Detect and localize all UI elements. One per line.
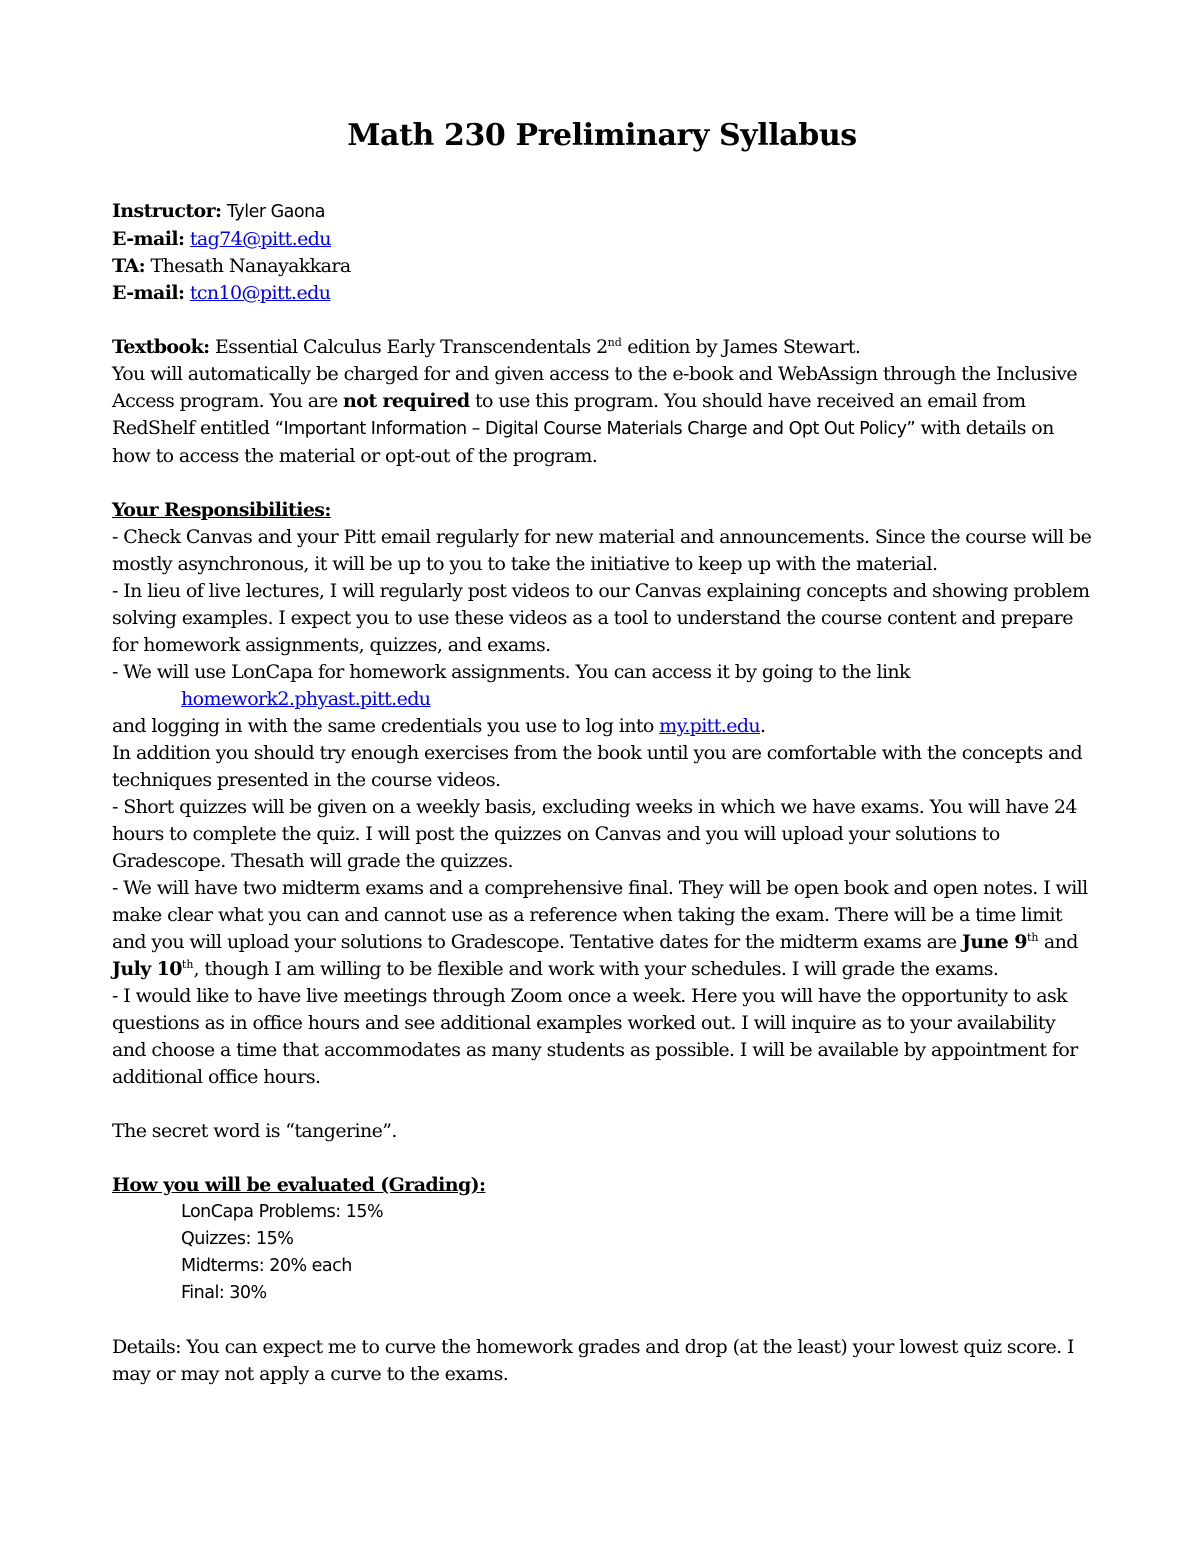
secret-word-line: The secret word is “tangerine”.: [112, 1120, 397, 1142]
grading-heading: [112, 1172, 1092, 1199]
ta-name: Thesath Nanayakkara: [150, 255, 351, 277]
textbook-edition-sup: nd: [607, 336, 622, 349]
grading-details: Details: You can expect me to curve the homework grades and drop (at the least) your lowest quiz score. I may or may not apply a curve to the exams.: [112, 1336, 1074, 1385]
grading-heading-text: How you will be evaluated (Grading):: [112, 1174, 486, 1196]
responsibility-item: - I would like to have live meetings through Zoom once a week. Here you will have the opportunity to ask questions as in office hours and see additional examples worked out. I will inquire as to your availability and choose a time that accommodates as many students as possible. I will be available by appointment for additional office hours.: [112, 985, 1078, 1088]
exam-date-1-sup: th: [1026, 931, 1039, 944]
exam-text: - We will have two midterm exams and a comprehensive final. They will be open book and open notes. I will make clear what you can and cannot use as a reference when taking the exam. There will be a time limit and you will upload your solutions to Gradescope. Tentative dates for the midterm exams are: [112, 877, 1088, 953]
login-period: .: [760, 715, 766, 737]
responsibilities-section: [112, 497, 1092, 1091]
textbook-title: Essential Calculus Early Transcendentals 2: [215, 336, 608, 358]
exam-text-end: , though I am willing to be flexible and work with your schedules. I will grade the exams.: [193, 958, 999, 980]
instructor-email-line: [112, 226, 1092, 253]
grading-item: Midterms: 20% each: [181, 1256, 352, 1276]
exam-and: and: [1038, 931, 1078, 953]
responsibility-item: In addition you should try enough exercises from the book until you are comfortable with the concepts and techniques presented in the course videos.: [112, 742, 1083, 791]
responsibility-item: - Short quizzes will be given on a weekly basis, excluding weeks in which we have exams. You will have 24 hours to complete the quiz. I will post the quizzes on Canvas and you will upload your solutions to Gradescope. Thesath will grade the quizzes.: [112, 796, 1077, 872]
grading-item: Final: 30%: [181, 1283, 267, 1303]
responsibilities-heading: [112, 497, 1092, 524]
login-line: [112, 713, 1092, 740]
instructor-label: Instructor:: [112, 200, 222, 222]
textbook-section: [112, 334, 1092, 470]
ta-label: TA:: [112, 255, 146, 277]
instructor-line: [112, 198, 1092, 226]
textbook-line: [112, 334, 1092, 361]
page-title: Math 230 Preliminary Syllabus: [347, 118, 857, 153]
ta-email-link[interactable]: tcn10@pitt.edu: [189, 282, 331, 304]
textbook-text-3: with details on how to access the material or opt-out of the program.: [112, 417, 1054, 467]
responsibility-item: - In lieu of live lectures, I will regularly post videos to our Canvas explaining concepts and showing problem solving examples. I expect you to use these videos as a tool to understand the course content and prepare for homework assignments, quizzes, and exams.: [112, 580, 1090, 656]
my-pitt-link[interactable]: my.pitt.edu: [659, 715, 761, 737]
ta-line: [112, 253, 1092, 280]
instructor-name: Tyler Gaona: [226, 202, 325, 222]
contact-block: [112, 198, 1092, 307]
responsibility-item: [112, 875, 1092, 983]
grading-item: LonCapa Problems: 15%: [181, 1202, 384, 1222]
instructor-email-label: E-mail:: [112, 228, 185, 250]
responsibility-item: - We will use LonCapa for homework assignments. You can access it by going to the link: [112, 661, 910, 683]
responsibility-item: - Check Canvas and your Pitt email regularly for new material and announcements. Since the course will be mostly asynchronous, it will be up to you to take the initiative to keep up with the material.: [112, 526, 1092, 575]
exam-date-2-sup: th: [181, 958, 194, 971]
textbook-author: edition by James Stewart.: [621, 336, 861, 358]
responsibilities-heading-text: Your Responsibilities:: [112, 499, 331, 521]
ta-email-line: [112, 280, 1092, 307]
ta-email-label: E-mail:: [112, 282, 185, 304]
textbook-label: Textbook:: [112, 336, 210, 358]
login-text: and logging in with the same credentials you use to log into: [112, 715, 660, 737]
grading-item: Quizzes: 15%: [181, 1229, 294, 1249]
email-subject: “Important Information – Digital Course Materials Charge and Opt Out Policy”: [274, 419, 916, 439]
textbook-text-2: to use this program. You should have received an email from RedShelf entitled: [112, 390, 1026, 439]
loncapa-link[interactable]: homework2.phyast.pitt.edu: [181, 688, 431, 710]
grading-section: [112, 1172, 1092, 1388]
exam-date-2: July 10: [112, 958, 182, 980]
textbook-paragraph: [112, 361, 1092, 470]
instructor-email-link[interactable]: tag74@pitt.edu: [189, 228, 331, 250]
not-required-text: not required: [343, 390, 470, 412]
loncapa-link-line: [112, 686, 1092, 713]
textbook-text: You will automatically be charged for and given access to the e-book and WebAssign through the Inclusive Access program. You are: [112, 363, 1078, 412]
exam-date-1: June 9: [961, 931, 1027, 953]
